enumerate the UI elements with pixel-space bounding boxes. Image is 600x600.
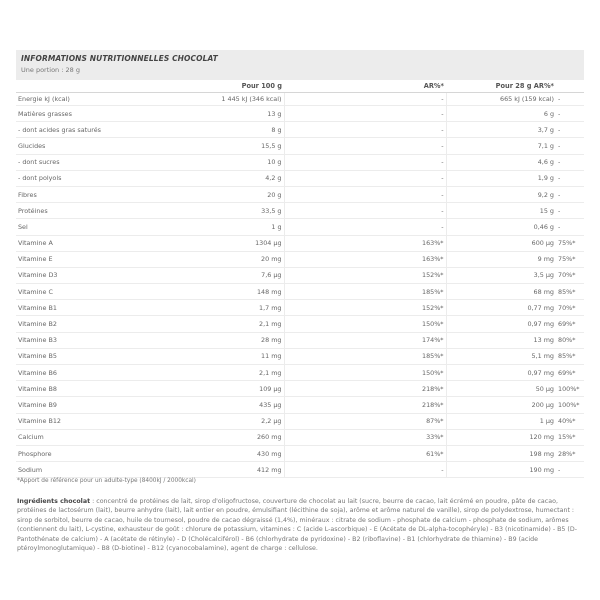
ar-per-100g: - <box>284 462 446 478</box>
ingredients-paragraph <box>17 497 583 553</box>
ar-per-100g: 152%* <box>284 267 446 283</box>
value-per-28g: 0,46 g <box>446 219 556 235</box>
ar-per-28g: 40%* <box>556 413 584 429</box>
value-per-28g: 15 g <box>446 203 556 219</box>
value-per-100g: 260 mg <box>176 429 284 445</box>
value-per-100g: 15,5 g <box>176 138 284 154</box>
ar-per-100g: - <box>284 138 446 154</box>
portion-size: Une portion : 28 g <box>21 66 80 74</box>
nutrient-name: Vitamine B8 <box>16 381 176 397</box>
ar-per-28g: 75%* <box>556 251 584 267</box>
value-per-100g: 4,2 g <box>176 170 284 186</box>
ar-per-100g: - <box>284 170 446 186</box>
ar-per-100g: - <box>284 106 446 122</box>
table-row <box>16 397 584 413</box>
nutrition-title: INFORMATIONS NUTRITIONNELLES CHOCOLAT <box>21 54 218 63</box>
nutrient-name: - dont polyols <box>16 170 176 186</box>
column-header-ar-28g <box>556 80 584 93</box>
ar-per-100g: - <box>284 186 446 202</box>
nutrient-name: Vitamine B6 <box>16 365 176 381</box>
table-row <box>16 462 584 478</box>
value-per-28g: 5,1 mg <box>446 348 556 364</box>
ar-per-100g: 152%* <box>284 300 446 316</box>
value-per-100g: 13 g <box>176 106 284 122</box>
value-per-100g: 435 µg <box>176 397 284 413</box>
ar-per-100g: 174%* <box>284 332 446 348</box>
nutrient-name: Fibres <box>16 186 176 202</box>
table-header-row <box>16 80 584 93</box>
value-per-100g: 20 g <box>176 186 284 202</box>
ingredients-text: : concentré de protéines de lait, sirop d'oligofructose, couverture de chocolat au lait (sucre, beurre de cacao, lait écrémé en poudre, pâte de cacao, protéines de lactosérum (lait), beurre anhydre (lait), lait entier en poudre, émulsifiant (lécithine de soja), arôme et arôme naturel de vanille), sirop de polydextrose, humectant : sirop de sorbitol, beurre de cacao, huile de tournesol, poudre de cacao dégraissé (1,4%), minéraux : citrate de sodium - phosphate de calcium - phosphate de sodium, arômes (contiennent du lait), L-cystine, exhausteur de goût : chlorure de potassium, vitamines : C (acide L-ascorbique) - E (Acétate de DL-alpha-tocophéryle) - B3 (nicotinamide) - B5 (D-Pantothénate de calcium) - A (acétate de rétinyle) - D (Cholécalciférol) - B6 (chlorhydrate de pyridoxine) - B2 (riboflavine) - B1 (chlorhydrate de thiamine) - B9 (acide ptéroylmonoglutamique) - B8 (D-biotine) - B12 (cyanocobalamine), agent de charge : cellulose. <box>17 498 578 553</box>
value-per-100g: 8 g <box>176 122 284 138</box>
value-per-100g: 109 µg <box>176 381 284 397</box>
table-row <box>16 170 584 186</box>
value-per-28g: 120 mg <box>446 429 556 445</box>
value-per-100g: 2,1 mg <box>176 365 284 381</box>
value-per-28g: 0,97 mg <box>446 365 556 381</box>
ar-per-28g: 70%* <box>556 300 584 316</box>
value-per-100g: 1 g <box>176 219 284 235</box>
value-per-28g: 3,7 g <box>446 122 556 138</box>
value-per-28g: 50 µg <box>446 381 556 397</box>
value-per-28g: 7,1 g <box>446 138 556 154</box>
ar-per-28g: 69%* <box>556 365 584 381</box>
value-per-28g: 1 µg <box>446 413 556 429</box>
value-per-28g: 190 mg <box>446 462 556 478</box>
nutrient-name: Vitamine E <box>16 251 176 267</box>
table-row <box>16 203 584 219</box>
table-row <box>16 251 584 267</box>
ingredients-label: Ingrédients chocolat <box>17 498 91 505</box>
ar-per-100g: - <box>284 219 446 235</box>
nutrient-name: - dont acides gras saturés <box>16 122 176 138</box>
value-per-28g: 3,5 µg <box>446 267 556 283</box>
ar-per-28g: 80%* <box>556 332 584 348</box>
table-row <box>16 445 584 461</box>
ar-per-100g: 150%* <box>284 316 446 332</box>
value-per-100g: 28 mg <box>176 332 284 348</box>
ar-per-100g: - <box>284 203 446 219</box>
ar-per-28g: - <box>556 138 584 154</box>
value-per-100g: 1 445 kJ (346 kcal) <box>176 93 284 106</box>
nutrition-table-body <box>16 93 584 478</box>
nutrient-name: Vitamine B2 <box>16 316 176 332</box>
table-row <box>16 186 584 202</box>
value-per-28g: 665 kJ (159 kcal) <box>446 93 556 106</box>
nutrient-name: Protéines <box>16 203 176 219</box>
value-per-100g: 1304 µg <box>176 235 284 251</box>
ar-per-100g: - <box>284 122 446 138</box>
nutrient-name: Vitamine C <box>16 284 176 300</box>
value-per-28g: 0,77 mg <box>446 300 556 316</box>
table-row <box>16 219 584 235</box>
table-row <box>16 332 584 348</box>
value-per-28g: 4,6 g <box>446 154 556 170</box>
value-per-28g: 13 mg <box>446 332 556 348</box>
ar-per-28g: - <box>556 106 584 122</box>
value-per-28g: 1,9 g <box>446 170 556 186</box>
nutrition-header <box>16 50 584 80</box>
ar-per-100g: 87%* <box>284 413 446 429</box>
ar-per-28g: - <box>556 93 584 106</box>
table-row <box>16 267 584 283</box>
ar-per-100g: 185%* <box>284 284 446 300</box>
value-per-100g: 10 g <box>176 154 284 170</box>
table-row <box>16 300 584 316</box>
ar-per-28g: 100%* <box>556 397 584 413</box>
ar-per-28g: - <box>556 219 584 235</box>
value-per-28g: 9 mg <box>446 251 556 267</box>
table-row <box>16 93 584 106</box>
table-row <box>16 381 584 397</box>
nutrient-name: Energie kJ (kcal) <box>16 93 176 106</box>
nutrient-name: Vitamine B3 <box>16 332 176 348</box>
column-header-per-100g: Pour 100 g <box>176 80 284 93</box>
ar-per-28g: 75%* <box>556 235 584 251</box>
ar-per-28g: - <box>556 122 584 138</box>
reference-footnote: *Apport de référence pour un adulte-type (8400kJ / 2000kcal) <box>17 478 196 484</box>
table-row <box>16 154 584 170</box>
nutrient-name: Phosphore <box>16 445 176 461</box>
table-row <box>16 348 584 364</box>
nutrient-name: Vitamine B9 <box>16 397 176 413</box>
value-per-28g: 198 mg <box>446 445 556 461</box>
table-row <box>16 122 584 138</box>
value-per-28g: 600 µg <box>446 235 556 251</box>
ar-per-100g: - <box>284 93 446 106</box>
ar-per-100g: 163%* <box>284 235 446 251</box>
ar-per-28g: 85%* <box>556 348 584 364</box>
ar-per-100g: 150%* <box>284 365 446 381</box>
value-per-100g: 430 mg <box>176 445 284 461</box>
ar-per-28g: - <box>556 186 584 202</box>
ar-per-28g: 100%* <box>556 381 584 397</box>
ar-per-100g: 185%* <box>284 348 446 364</box>
value-per-100g: 148 mg <box>176 284 284 300</box>
table-row <box>16 106 584 122</box>
ar-per-100g: 218%* <box>284 397 446 413</box>
nutrition-table <box>16 80 584 478</box>
column-header-nutrient <box>16 80 176 93</box>
value-per-28g: 6 g <box>446 106 556 122</box>
ar-per-28g: 28%* <box>556 445 584 461</box>
table-row <box>16 413 584 429</box>
nutrient-name: Matières grasses <box>16 106 176 122</box>
value-per-100g: 20 mg <box>176 251 284 267</box>
ar-per-28g: - <box>556 170 584 186</box>
ar-per-100g: 61%* <box>284 445 446 461</box>
nutrient-name: Vitamine D3 <box>16 267 176 283</box>
nutrient-name: Vitamine B12 <box>16 413 176 429</box>
nutrient-name: Vitamine B5 <box>16 348 176 364</box>
nutrient-name: Glucides <box>16 138 176 154</box>
nutrient-name: Calcium <box>16 429 176 445</box>
value-per-100g: 412 mg <box>176 462 284 478</box>
nutrient-name: Sodium <box>16 462 176 478</box>
nutrient-name: Sel <box>16 219 176 235</box>
column-header-per-28g: Pour 28 g AR%* <box>446 80 556 93</box>
value-per-100g: 2,1 mg <box>176 316 284 332</box>
value-per-28g: 0,97 mg <box>446 316 556 332</box>
value-per-100g: 7,6 µg <box>176 267 284 283</box>
table-row <box>16 138 584 154</box>
table-row <box>16 429 584 445</box>
ar-per-28g: 69%* <box>556 316 584 332</box>
ar-per-100g: 33%* <box>284 429 446 445</box>
ar-per-28g: - <box>556 154 584 170</box>
value-per-28g: 200 µg <box>446 397 556 413</box>
ar-per-100g: 218%* <box>284 381 446 397</box>
column-header-ar: AR%* <box>284 80 446 93</box>
table-row <box>16 316 584 332</box>
value-per-100g: 1,7 mg <box>176 300 284 316</box>
nutrient-name: - dont sucres <box>16 154 176 170</box>
table-row <box>16 284 584 300</box>
value-per-100g: 33,5 g <box>176 203 284 219</box>
ar-per-28g: 85%* <box>556 284 584 300</box>
nutrient-name: Vitamine B1 <box>16 300 176 316</box>
nutrient-name: Vitamine A <box>16 235 176 251</box>
table-row <box>16 365 584 381</box>
value-per-100g: 11 mg <box>176 348 284 364</box>
ar-per-28g: 15%* <box>556 429 584 445</box>
ar-per-100g: 163%* <box>284 251 446 267</box>
ar-per-100g: - <box>284 154 446 170</box>
ar-per-28g: - <box>556 203 584 219</box>
value-per-28g: 9,2 g <box>446 186 556 202</box>
ar-per-28g: 70%* <box>556 267 584 283</box>
value-per-28g: 68 mg <box>446 284 556 300</box>
value-per-100g: 2,2 µg <box>176 413 284 429</box>
ar-per-28g: - <box>556 462 584 478</box>
table-row <box>16 235 584 251</box>
